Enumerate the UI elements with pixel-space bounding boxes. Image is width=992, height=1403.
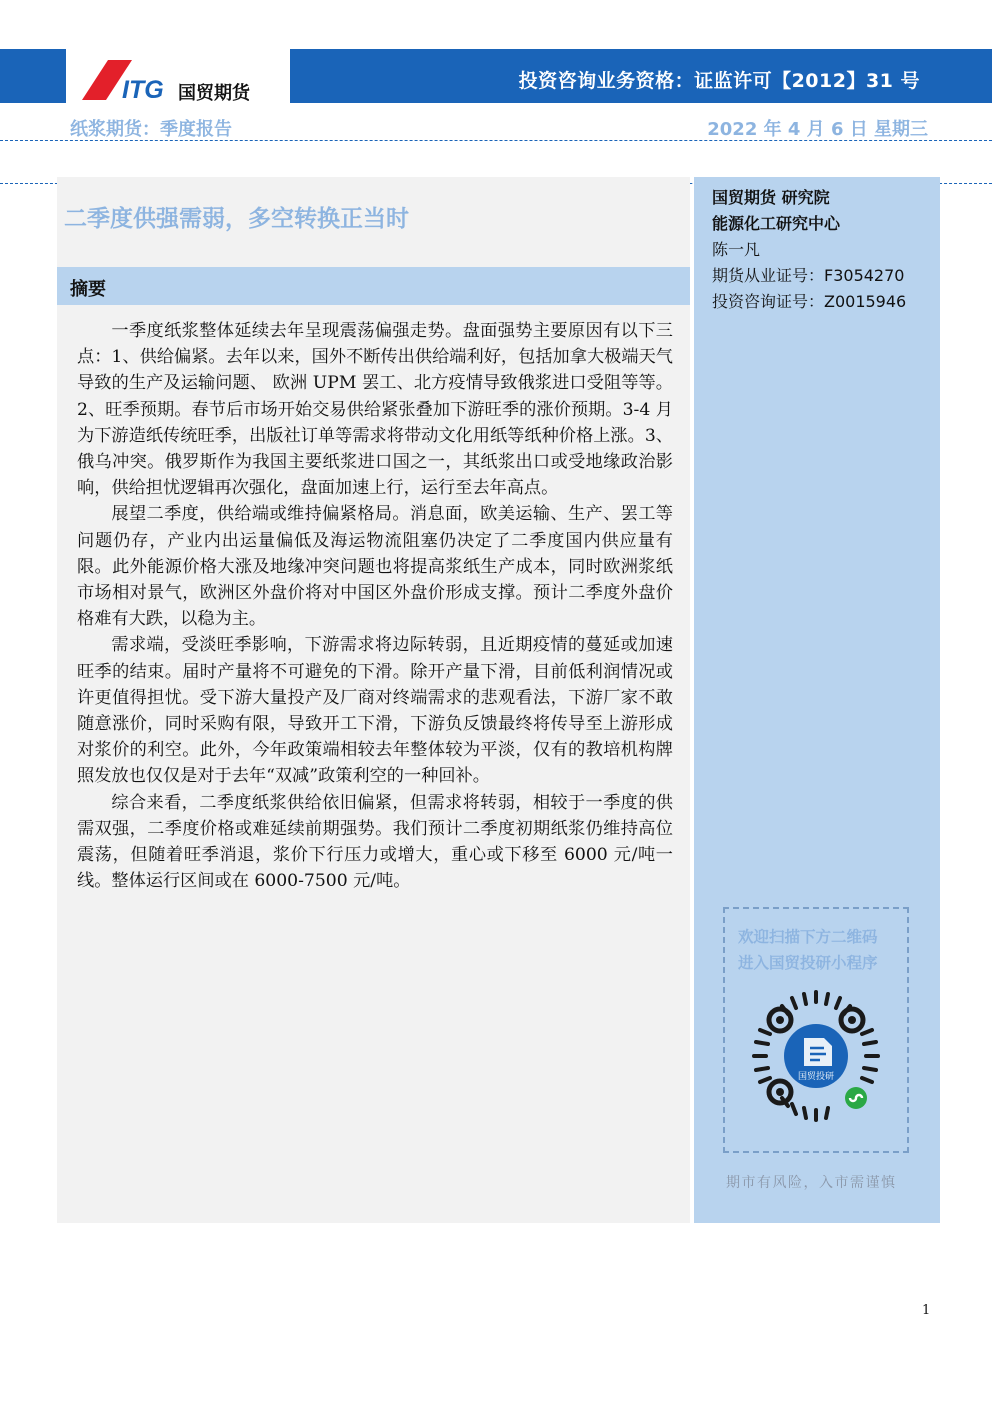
license-text: 投资咨询业务资格：证监许可【2012】31 号 — [518, 70, 920, 92]
qr-caption-line: 欢迎扫描下方二维码 — [738, 928, 878, 946]
summary-paragraph: 展望二季度，供给端或维持偏紧格局。消息面，欧美运输、生产、罢工等问题仍存，产业内出运量偏低及海运物流阻塞仍决定了二季度国内供应量有限。此外能源价格大涨及地缘冲突问题也将提高浆纸生产成本，同时欧洲浆纸市场相对景气，欧洲区外盘价将对中国区外盘价形成支撑。预计二季度外盘价格难有大跌，以稳为主。 — [77, 504, 673, 630]
summary-body — [77, 318, 673, 894]
research-center: 能源化工研究中心 — [712, 214, 841, 233]
page-number: 1 — [922, 1303, 931, 1318]
summary-paragraph: 一季度纸浆整体延续去年呈现震荡偏强走势。盘面强势主要原因有以下三点：1、供给偏紧。去年以来，国外不断传出供给端利好，包括加拿大极端天气导致的生产及运输问题、 欧洲 UPM 罢工、北方疫情导致俄浆进口受阻等等。2、旺季预期。春节后市场开始交易供给紧张叠加下游旺季的涨价预期。3-4 月为下游造纸传统旺季，出版社订单等需求将带动文化用纸等纸种价格上涨。3、俄乌冲突。俄罗斯作为我国主要纸浆进口国之一，其纸浆出口或受地缘政治影响，供给担忧逻辑再次强化，盘面加速上行，运行至去年高点。 — [77, 321, 673, 499]
header-band-left — [0, 49, 66, 103]
analyst-name: 陈一凡 — [712, 240, 761, 259]
svg-text:ITG: ITG — [122, 76, 164, 104]
advisory-cert: 投资咨询证号：Z0015946 — [712, 292, 907, 311]
report-type: 纸浆期货：季度报告 — [70, 119, 232, 140]
risk-warning: 期市有风险，入市需谨慎 — [726, 1175, 897, 1191]
futures-cert: 期货从业证号：F3054270 — [712, 266, 905, 285]
summary-paragraph: 需求端，受淡旺季影响，下游需求将边际转弱，且近期疫情的蔓延或加速旺季的结束。届时产量将不可避免的下滑。除开产量下滑，目前低利润情况或许更值得担忧。受下游大量投产及厂商对终端需求的悲观看法，下游厂家不敢随意涨价，同时采购有限，导致开工下滑，下游负反馈最终将传导至上游形成对浆价的利空。此外，今年政策端相较去年整体较为平淡，仅有的教培机构牌照发放也仅仅是对于去年“双减”政策利空的一种回补。 — [77, 635, 673, 787]
qr-center-label: 国贸投研 — [797, 1071, 835, 1081]
summary-paragraph: 综合来看，二季度纸浆供给依旧偏紧，但需求将转弱，相较于一季度的供需双强，二季度价格或难延续前期强势。我们预计二季度初期纸浆仍维持高位震荡，但随着旺季消退，浆价下行压力或增大，重心或下移至 6000 元/吨一线。整体运行区间或在 6000-7500 元/吨。 — [77, 792, 673, 892]
report-headline: 二季度供强需弱，多空转换正当时 — [64, 206, 409, 232]
report-date: 2022 年 4 月 6 日 星期三 — [707, 119, 928, 140]
summary-title: 摘要 — [70, 279, 106, 300]
divider-dashed — [0, 140, 992, 141]
brand-name: 国贸期货 — [178, 83, 250, 104]
institute-name: 国贸期货 研究院 — [712, 188, 830, 207]
analyst-info — [712, 185, 932, 315]
qr-code[interactable] — [746, 986, 886, 1126]
qr-caption-line: 进入国贸投研小程序 — [738, 954, 878, 972]
qr-caption — [738, 924, 878, 976]
summary-bar — [57, 267, 690, 305]
